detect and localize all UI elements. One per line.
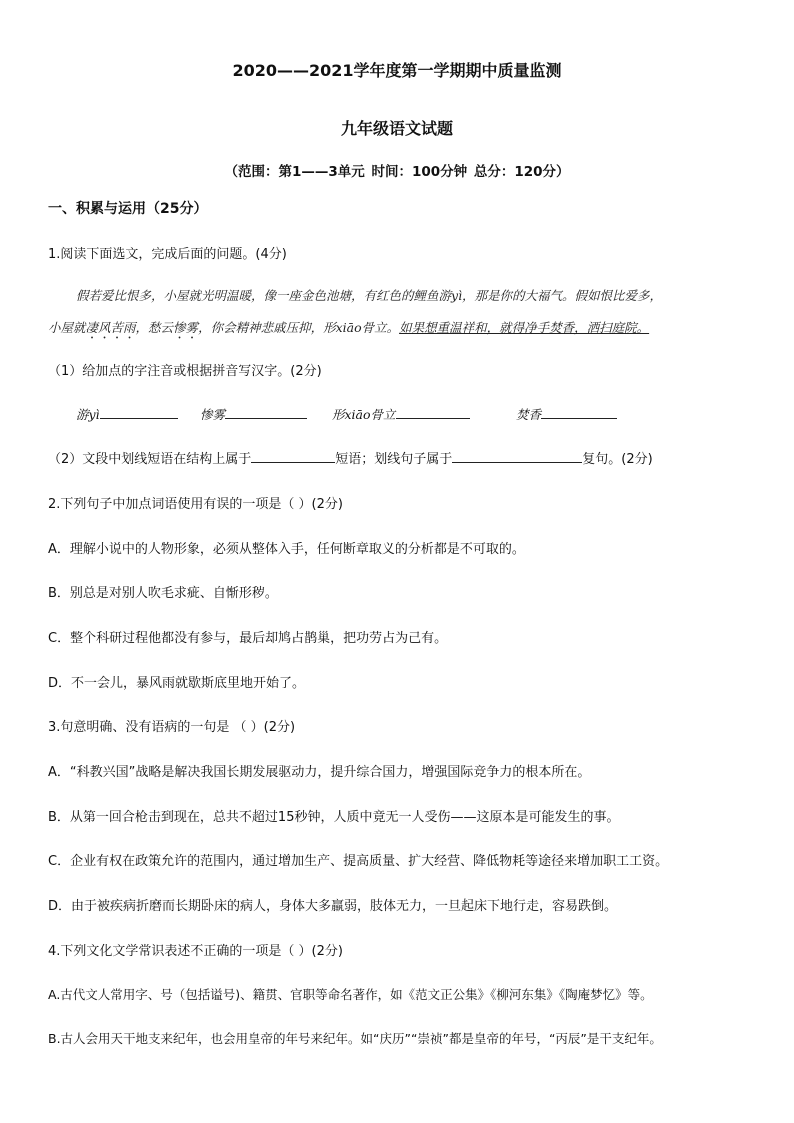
answer-blank[interactable] bbox=[100, 406, 178, 419]
passage-text: 小屋就 bbox=[48, 320, 86, 335]
question-1-sub-1: （1）给加点的字注音或根据拼音写汉字。(2分) bbox=[48, 364, 322, 379]
question-2-option-b: B．别总是对别人吹毛求疵、自惭形秽。 bbox=[48, 586, 278, 601]
answer-blank[interactable] bbox=[396, 406, 470, 419]
exam-info: （范围：第1——3单元 时间：100分钟 总分：120分） bbox=[224, 164, 570, 180]
question-3-stem: 3.句意明确、没有语病的一句是 （ ）(2分) bbox=[48, 720, 296, 735]
fill-label: 游yì bbox=[76, 407, 100, 422]
answer-blank[interactable] bbox=[541, 406, 617, 419]
question-3-option-a: A．“科教兴国”战略是解决我国长期发展驱动力，提升综合国力，增强国际竞争力的根本所在。 bbox=[48, 765, 591, 780]
passage-line-1: 假若爱比恨多，小屋就光明温暖，像一座金色池塘，有红色的鲤鱼游yì，那是你的大福气。假如恨比爱多， bbox=[76, 288, 663, 303]
question-2-stem: 2.下列句子中加点词语使用有误的一项是（ ）(2分) bbox=[48, 497, 343, 512]
question-2-option-c: C．整个科研过程他都没有参与，最后却鸠占鹊巢，把功劳占为己有。 bbox=[48, 631, 448, 646]
exam-title: 2020——2021学年度第一学期期中质量监测 bbox=[232, 61, 562, 80]
exam-subtitle: 九年级语文试题 bbox=[340, 119, 453, 138]
passage-text: ，愁云 bbox=[135, 320, 174, 335]
fill-item-3 bbox=[332, 405, 470, 423]
question-4-option-b: B.古人会用天干地支来纪年，也会用皇帝的年号来纪年。如“庆历”“崇祯”都是皇帝的年号，“丙辰”是干支纪年。 bbox=[48, 1031, 662, 1046]
underlined-sentence: 如果想重温祥和，就得净手焚香，洒扫庭院。 bbox=[399, 320, 650, 335]
question-3-option-c: C．企业有权在政策允许的范围内，通过增加生产、提高质量、扩大经营、降低物耗等途径来增加职工工资。 bbox=[48, 854, 669, 869]
sub2-text: （2）文段中划线短语在结构上属于 bbox=[48, 452, 252, 467]
question-3-option-d: D．由于被疾病折磨而长期卧床的病人，身体大多羸弱，肢体无力，一旦起床下地行走，容易跌倒。 bbox=[48, 899, 618, 914]
question-4-option-a: A.古代文人常用字、号（包括谥号)、籍贯、官职等命名著作，如《范文正公集》《柳河东集》《陶庵梦忆》等。 bbox=[48, 987, 653, 1002]
question-3-option-b: B．从第一回合枪击到现在，总共不超过15秒钟，人质中竟无一人受伤——这原本是可能发生的事。 bbox=[48, 810, 620, 825]
dotted-phrase: 惨雾 bbox=[173, 320, 199, 335]
fill-item-1 bbox=[76, 405, 178, 423]
fill-label: 惨雾 bbox=[200, 407, 226, 422]
question-2-option-d: D．不一会儿，暴风雨就歇斯底里地开始了。 bbox=[48, 676, 306, 691]
fill-item-4 bbox=[516, 405, 617, 423]
passage-text: ，你会精神悲戚压抑，形xiāo骨立。 bbox=[198, 320, 400, 335]
dotted-phrase: 凄风苦雨 bbox=[85, 320, 136, 335]
answer-blank[interactable] bbox=[251, 450, 335, 463]
fill-label: 焚香 bbox=[516, 407, 542, 422]
answer-blank[interactable] bbox=[225, 406, 307, 419]
question-1-stem: 1.阅读下面选文，完成后面的问题。(4分) bbox=[48, 247, 287, 262]
fill-item-2 bbox=[200, 405, 307, 423]
sub2-text: 短语；划线句子属于 bbox=[335, 452, 453, 467]
answer-blank[interactable] bbox=[452, 450, 582, 463]
fill-label: 形xiāo骨立 bbox=[332, 407, 396, 422]
passage-line-2 bbox=[48, 318, 649, 342]
question-4-stem: 4.下列文化文学常识表述不正确的一项是（ ）(2分) bbox=[48, 944, 343, 959]
sub2-text: 复句。(2分) bbox=[582, 452, 653, 467]
question-2-option-a: A．理解小说中的人物形象，必须从整体入手，任何断章取义的分析都是不可取的。 bbox=[48, 542, 525, 557]
question-1-sub-2 bbox=[48, 448, 653, 467]
section-heading: 一、积累与运用（25分） bbox=[48, 201, 208, 217]
